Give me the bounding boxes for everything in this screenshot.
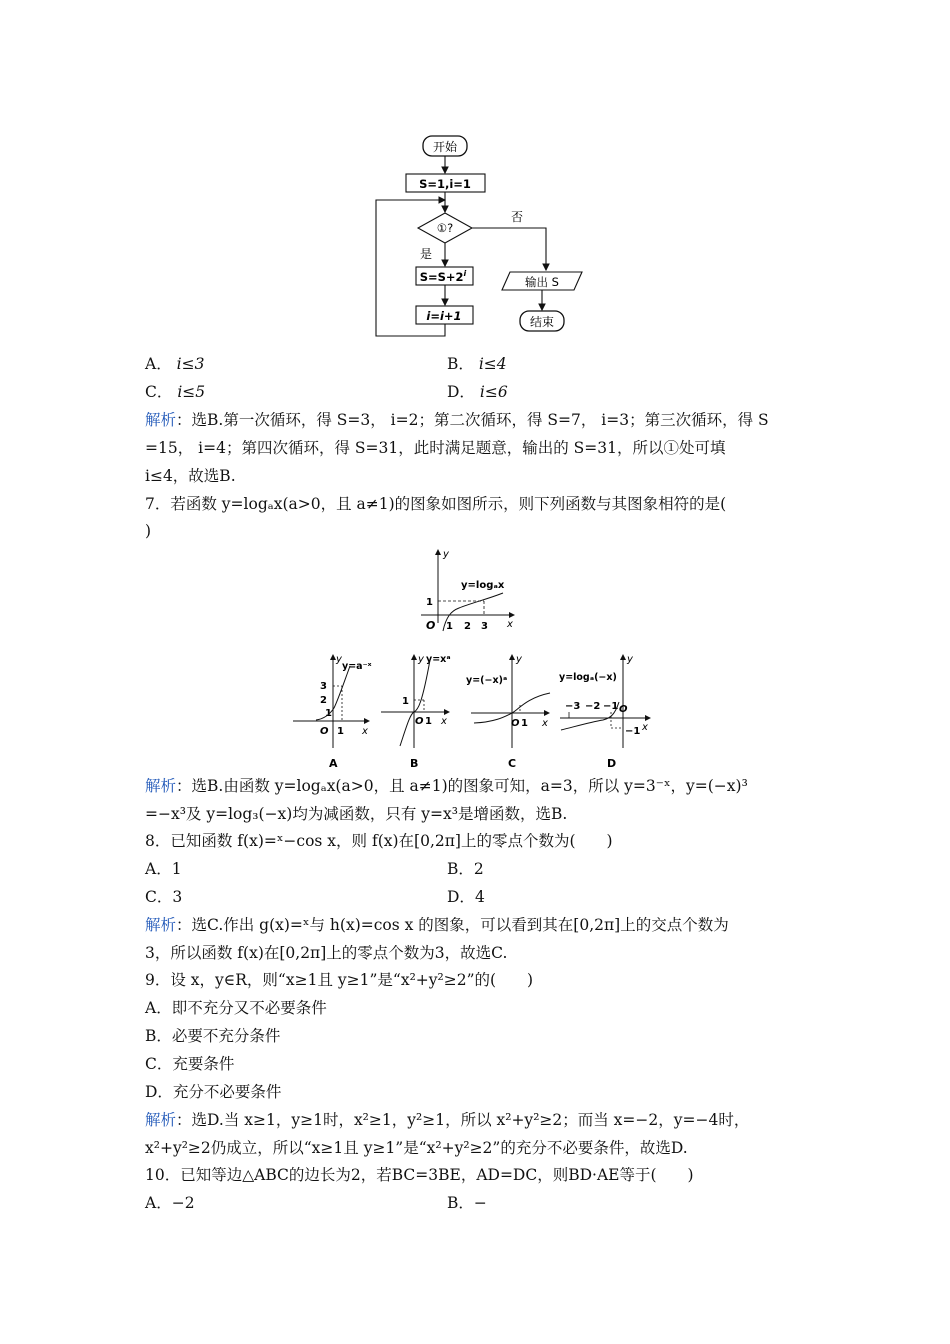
svg-text:y=(−x)ᵃ: y=(−x)ᵃ: [466, 675, 508, 686]
q9-stem: 9．设 x，y∈R，则“x≥1且 y≥1”是“x²+y²≥2”的( ): [145, 971, 534, 989]
graph-d-letter: D: [607, 757, 617, 770]
q6-analysis-line-1: 解析：选B.第一次循环，得 S=3， i=2；第二次循环，得 S=7， i=3；第三次循环，得 S: [145, 411, 769, 429]
q9-option-a: A．即不充分又不必要条件: [145, 999, 327, 1017]
start-label: 开始: [432, 140, 458, 154]
q9-option-c: C．充要条件: [145, 1055, 235, 1073]
graph-c-letter: C: [508, 757, 517, 770]
svg-text:2: 2: [464, 621, 471, 632]
svg-text:−2: −2: [585, 701, 601, 712]
svg-text:O: O: [320, 726, 329, 737]
svg-text:1: 1: [426, 597, 433, 608]
svg-text:x: x: [507, 619, 513, 630]
init-label: S=1,i=1: [419, 177, 471, 191]
svg-text:O: O: [619, 704, 628, 715]
q7-analysis-line-2: =−x³及 y=log₃(−x)均为减函数，只有 y=x³是增函数，选B.: [145, 805, 568, 823]
update-s-label: $S=S+2^i$: [419, 269, 467, 284]
svg-text:x: x: [542, 718, 548, 729]
no-label: 否: [511, 210, 524, 224]
svg-text:O: O: [426, 619, 436, 632]
svg-text:y=logₐ(−x): y=logₐ(−x): [559, 672, 617, 683]
q8-analysis-line-2: 3，所以函数 f(x)在[0,2π]上的零点个数为3，故选C.: [145, 944, 508, 962]
svg-text:x: x: [441, 716, 447, 727]
q9-analysis-line-1: 解析：选D.当 x≥1，y≥1时，x²≥1，y²≥1，所以 x²+y²≥2；而当 x=−2，y=−4时，: [145, 1111, 750, 1129]
condition-label: ①?: [436, 221, 454, 235]
update-i-label: i=i+1: [426, 309, 462, 323]
svg-text:x: x: [362, 726, 368, 737]
svg-text:1: 1: [446, 621, 453, 632]
flowchart: [360, 128, 600, 343]
q8-stem: 8．已知函数 f(x)=ˣ−cos x，则 f(x)在[0,2π]上的零点个数为( ): [145, 832, 613, 850]
svg-text:y: y: [516, 654, 522, 665]
svg-text:1: 1: [521, 718, 528, 729]
q7-log-graph: [413, 545, 523, 637]
svg-text:y: y: [418, 654, 424, 665]
svg-text:3: 3: [481, 621, 488, 632]
q8-option-d: D．4: [447, 888, 485, 906]
q7-analysis-line-1: 解析：选B.由函数 y=logₐx(a>0，且 a≠1)的图象可知，a=3，所以 y=3⁻ˣ，y=(−x)³: [145, 777, 748, 795]
end-label: 结束: [529, 315, 555, 329]
graph-a-letter: A: [329, 757, 338, 770]
svg-text:−1: −1: [625, 726, 641, 737]
q7-graph-c: [466, 648, 556, 770]
svg-text:3: 3: [320, 681, 327, 692]
graph-b-letter: B: [410, 757, 419, 770]
q8-analysis-line-1: 解析：选C.作出 g(x)=ˣ与 h(x)=cos x 的图象，可以看到其在[0,2π]上的交点个数为: [145, 916, 729, 934]
q8-option-a: A．1: [145, 860, 182, 878]
svg-text:−3: −3: [565, 701, 581, 712]
q9-option-d: D．充分不必要条件: [145, 1083, 282, 1101]
svg-text:y: y: [336, 654, 342, 665]
svg-text:y: y: [443, 549, 449, 560]
q7-graph-d: [557, 648, 655, 770]
svg-text:1: 1: [425, 716, 432, 727]
q9-option-b: B．必要不充分条件: [145, 1027, 281, 1045]
svg-text:y=a⁻ˣ: y=a⁻ˣ: [342, 661, 372, 672]
log-func-label: y=logₐx: [461, 580, 505, 591]
q7-graph-b: [378, 648, 463, 770]
svg-text:1: 1: [337, 726, 344, 737]
q6-option-b: B． i≤4: [447, 355, 507, 373]
q7-stem-line-1: 7．若函数 y=logₐx(a>0，且 a≠1)的图象如图所示，则下列函数与其图象相符的是(: [145, 495, 727, 513]
svg-text:2: 2: [320, 695, 327, 706]
q7-graph-a: [290, 648, 375, 770]
yes-label: 是: [420, 247, 433, 261]
q9-analysis-line-2: x²+y²≥2仍成立，所以“x≥1且 y≥1”是“x²+y²≥2”的充分不必要条件，故选D.: [145, 1139, 688, 1157]
q8-option-b: B．2: [447, 860, 484, 878]
q6-option-a: A． i≤3: [145, 355, 205, 373]
q10-option-a: A．−2: [145, 1194, 195, 1212]
svg-text:1: 1: [325, 708, 332, 719]
q6-option-d: D． i≤6: [447, 383, 508, 401]
svg-text:O: O: [415, 716, 424, 727]
q10-option-b: B．−: [447, 1194, 487, 1212]
q6-analysis-line-2: =15， i=4；第四次循环，得 S=31，此时满足题意，输出的 S=31，所以①处可填: [145, 439, 726, 457]
q7-stem-line-2: ): [145, 522, 152, 540]
svg-text:1: 1: [402, 696, 409, 707]
svg-text:x: x: [642, 722, 648, 733]
svg-text:−1: −1: [603, 701, 619, 712]
svg-text:O: O: [511, 718, 520, 729]
svg-text:y=xᵃ: y=xᵃ: [426, 654, 451, 665]
q8-option-c: C．3: [145, 888, 183, 906]
svg-text:y: y: [627, 654, 633, 665]
q6-option-c: C． i≤5: [145, 383, 206, 401]
output-label: 输出 S: [525, 275, 559, 289]
q10-stem: 10．已知等边△ABC的边长为2，若BC=3BE，AD=DC，则BD·AE等于( ): [145, 1166, 694, 1184]
q6-analysis-line-3: i≤4，故选B.: [145, 467, 236, 485]
